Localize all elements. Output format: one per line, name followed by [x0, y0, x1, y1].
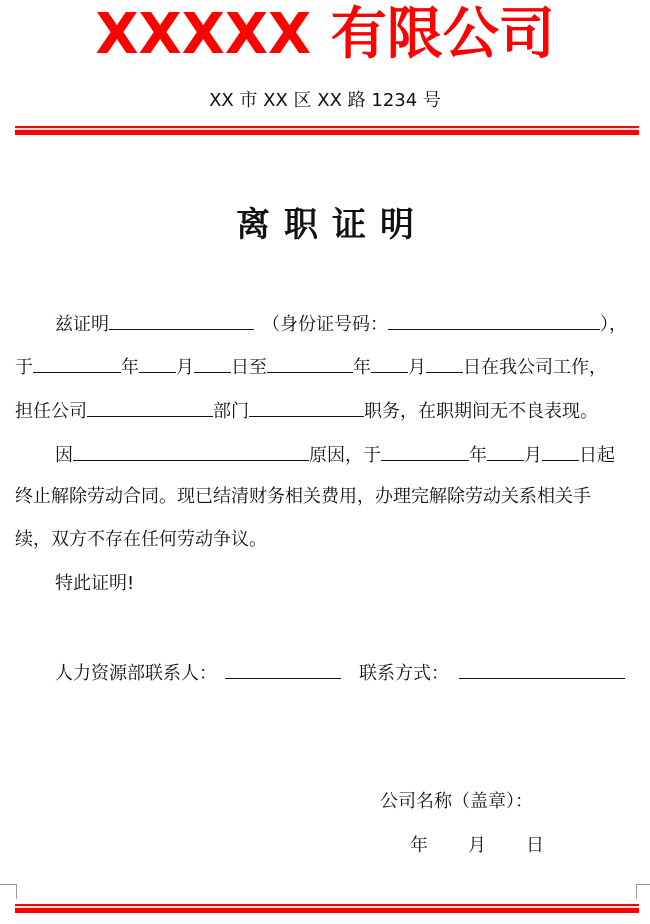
start-year-blank[interactable]: [33, 352, 121, 373]
signature-date-line: [410, 833, 610, 859]
termination-month-blank[interactable]: [487, 440, 524, 461]
year-label: 年: [121, 357, 139, 378]
paragraph2-line3: 续，双方不存在任何劳动争议。: [15, 529, 267, 550]
document-title: 离职证明: [236, 205, 428, 245]
company-address: XX 市 XX 区 XX 路 1234 号: [209, 90, 441, 111]
hr-contact-label: 人力资源部联系人：: [55, 663, 217, 684]
signature-month-label: 月: [468, 835, 486, 856]
id-label: （身份证号码：: [262, 314, 388, 335]
from-label: 于: [15, 357, 33, 378]
department-blank[interactable]: [87, 396, 213, 417]
paragraph2-line1: [15, 440, 637, 469]
signature-day-label: 日: [526, 835, 544, 856]
end-day-blank[interactable]: [426, 352, 463, 373]
termination-year-blank[interactable]: [381, 440, 469, 461]
from-day-label: 日起: [579, 445, 615, 466]
end-year-blank[interactable]: [267, 352, 353, 373]
header-red-rule: [15, 126, 639, 135]
start-month-blank[interactable]: [139, 352, 176, 373]
closing-line: [15, 571, 637, 597]
month-label: 月: [176, 357, 194, 378]
position-prefix: 担任公司: [15, 401, 87, 422]
month-label: 月: [524, 445, 542, 466]
worked-at-label: 日在我公司工作，: [463, 357, 607, 378]
paragraph2-line2: 终止解除劳动合同。现已结清财务相关费用，办理完解除劳动关系相关手: [15, 486, 591, 507]
contact-line: [15, 658, 637, 687]
name-blank[interactable]: [109, 309, 254, 330]
company-name: XXXXX 有限公司: [95, 2, 555, 67]
day-to-label: 日至: [231, 357, 267, 378]
closing-text: 特此证明!: [55, 573, 135, 594]
company-seal-line: [380, 789, 620, 815]
month-label: 月: [408, 357, 426, 378]
hr-contact-blank[interactable]: [225, 658, 341, 679]
phone-label: 联系方式：: [359, 663, 449, 684]
id-close: ），: [600, 314, 627, 335]
company-seal-label: 公司名称（盖章）：: [380, 791, 533, 812]
reason-blank[interactable]: [73, 440, 309, 461]
termination-day-blank[interactable]: [542, 440, 579, 461]
page-corner-mark-right: [636, 884, 650, 899]
reason-label: 原因，于: [309, 445, 381, 466]
year-label: 年: [469, 445, 487, 466]
footer-red-rule: [15, 904, 639, 913]
page-corner-mark-left: [0, 884, 17, 899]
paragraph1-line3: [15, 396, 637, 425]
phone-blank[interactable]: [459, 658, 625, 679]
position-blank[interactable]: [249, 396, 364, 417]
signature-year-label: 年: [410, 835, 428, 856]
certify-prefix: 兹证明: [55, 314, 109, 335]
position-suffix: 职务，在职期间无不良表现。: [364, 401, 598, 422]
start-day-blank[interactable]: [194, 352, 231, 373]
paragraph1-line1: [15, 309, 637, 338]
because-label: 因: [55, 445, 73, 466]
department-label: 部门: [213, 401, 249, 422]
year-label: 年: [353, 357, 371, 378]
id-number-blank[interactable]: [388, 309, 600, 330]
paragraph1-line2: [15, 352, 637, 381]
end-month-blank[interactable]: [371, 352, 408, 373]
